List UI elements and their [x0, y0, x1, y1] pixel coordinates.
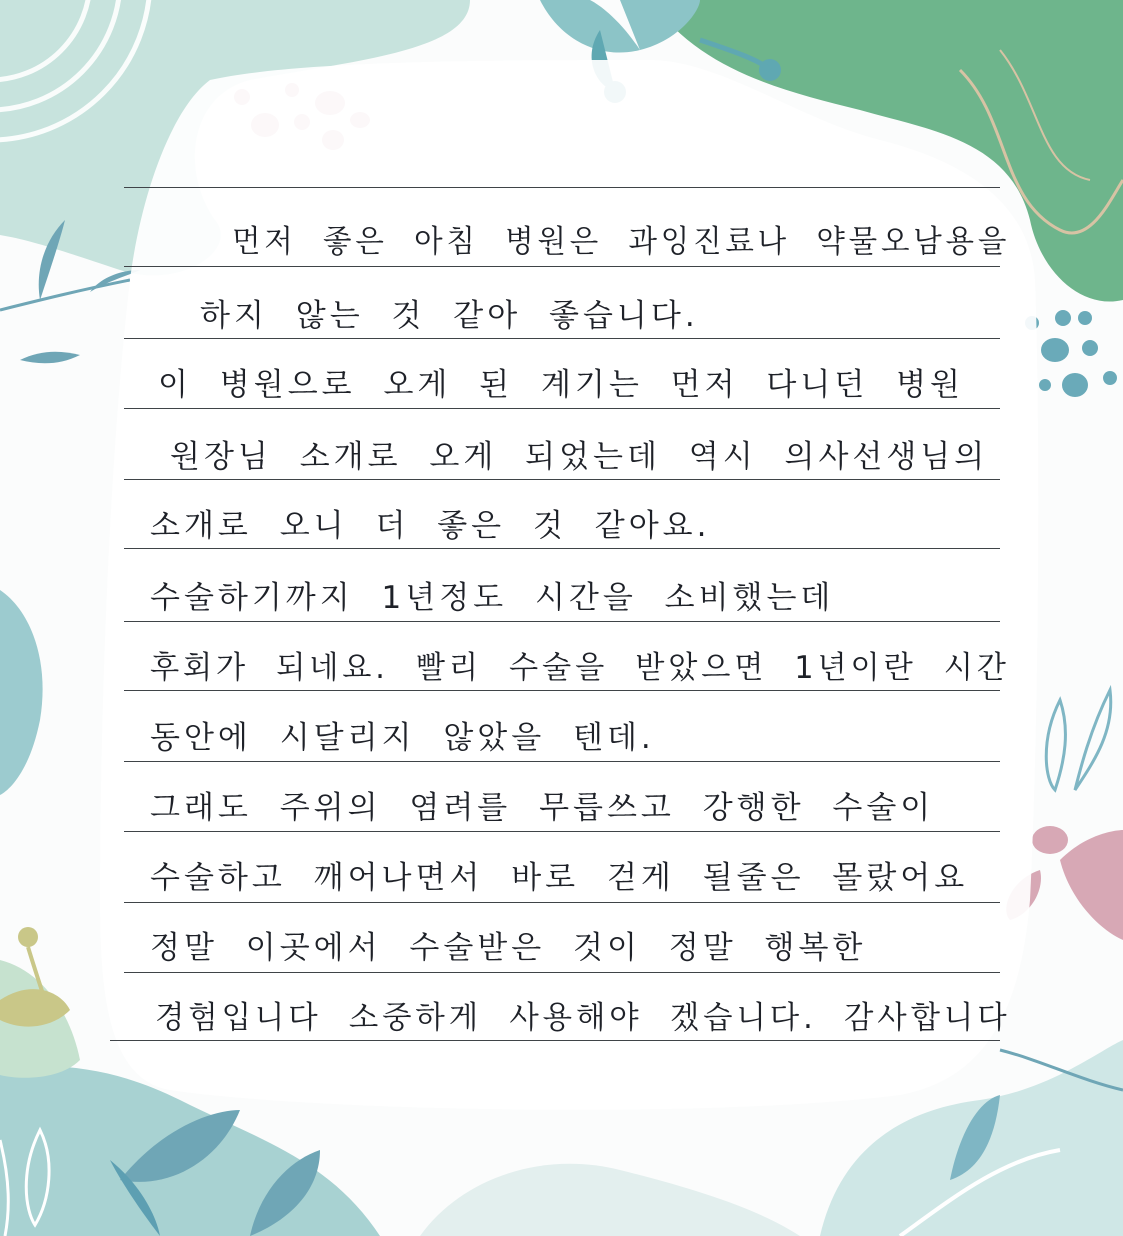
letter-line-3: 이 병원으로 오게 된 계기는 먼저 다니던 병원 — [158, 367, 965, 403]
letter-line-1: 먼저 좋은 아침 병원은 과잉진료나 약물오남용을 — [232, 224, 1011, 260]
ruled-line — [124, 761, 1000, 762]
letter-line-4: 원장님 소개로 오게 되었는데 역시 의사선생님의 — [170, 439, 989, 475]
ruled-line — [124, 621, 1000, 622]
letter-line-11: 정말 이곳에서 수술받은 것이 정말 행복한 — [150, 930, 867, 966]
ruled-line — [124, 408, 1000, 409]
ruled-line — [110, 1040, 1000, 1041]
letter-line-7: 후회가 되네요. 빨리 수술을 받았으면 1년이란 시간 — [150, 650, 1010, 686]
ruled-line — [124, 338, 1000, 339]
letter-line-12: 경험입니다 소중하게 사용해야 겠습니다. 감사합니다 — [155, 1000, 1011, 1036]
ruled-line — [124, 972, 1000, 973]
ruled-line — [124, 690, 1000, 691]
letter-line-9: 그래도 주위의 염려를 무릅쓰고 강행한 수술이 — [150, 790, 935, 826]
ruled-line — [124, 479, 1000, 480]
letter-line-8: 동안에 시달리지 않았을 텐데. — [150, 720, 655, 756]
ruled-line — [124, 902, 1000, 903]
letter-line-10: 수술하고 깨어나면서 바로 걷게 될줄은 몰랐어요 — [150, 860, 969, 896]
letter-line-6: 수술하기까지 1년정도 시간을 소비했는데 — [150, 580, 835, 616]
ruled-line — [124, 266, 1000, 267]
ruled-line — [124, 831, 1000, 832]
letter-line-2: 하지 않는 것 같아 좋습니다. — [200, 298, 699, 334]
ruled-line — [124, 548, 1000, 549]
ruled-line — [124, 187, 1000, 188]
letter-line-5: 소개로 오니 더 좋은 것 같아요. — [150, 508, 711, 544]
